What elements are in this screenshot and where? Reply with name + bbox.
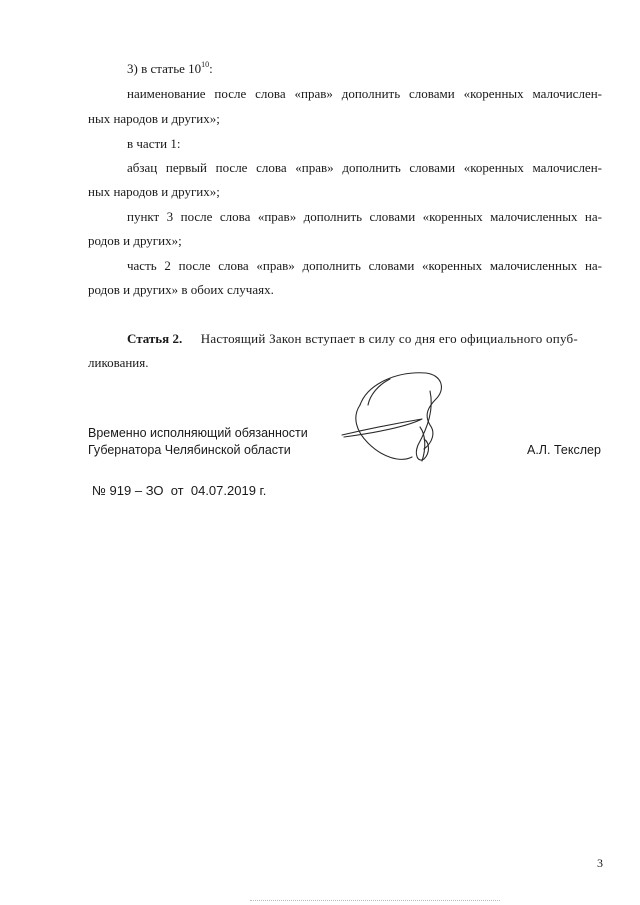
article-2-label: Статья 2. [127, 331, 183, 346]
paragraph-line-1: абзац первый после слова «прав» дополнить словами «коренных малочислен- [127, 160, 602, 175]
scan-edge-artifact [250, 900, 500, 901]
article-2-line-1 [127, 331, 602, 347]
part1-heading: в части 1: [127, 136, 181, 151]
item-prefix: 3) в статье 10 [127, 61, 202, 76]
law-number: № 919 – ЗО от 04.07.2019 г. [92, 483, 267, 498]
naming-line-2: ных народов и других»; [88, 111, 220, 126]
naming-line-1: наименование после слова «прав» дополнить словами «коренных малочислен- [127, 86, 602, 101]
part2-line-2: родов и других» в обоих случаях. [88, 282, 274, 297]
part2-line-1: часть 2 после слова «прав» дополнить словами «коренных малочисленных на- [127, 258, 602, 273]
point3-line-1: пункт 3 после слова «прав» дополнить словами «коренных малочисленных на- [127, 209, 602, 224]
item-suffix: : [209, 61, 213, 76]
item-superscript: 10 [201, 60, 210, 69]
signer-title-line-1: Временно исполняющий обязанности [88, 426, 308, 440]
signer-title-line-2: Губернатора Челябинской области [88, 443, 291, 457]
article-2-line-2: ликования. [88, 355, 149, 370]
article-item-3-heading [127, 61, 213, 77]
paragraph-line-2: ных народов и других»; [88, 184, 220, 199]
article-2-text-1: Настоящий Закон вступает в силу со дня его официального опуб- [200, 331, 578, 346]
signer-name: А.Л. Текслер [527, 443, 601, 457]
page-number: 3 [597, 856, 603, 870]
handwritten-signature [338, 365, 448, 470]
point3-line-2: родов и других»; [88, 233, 182, 248]
